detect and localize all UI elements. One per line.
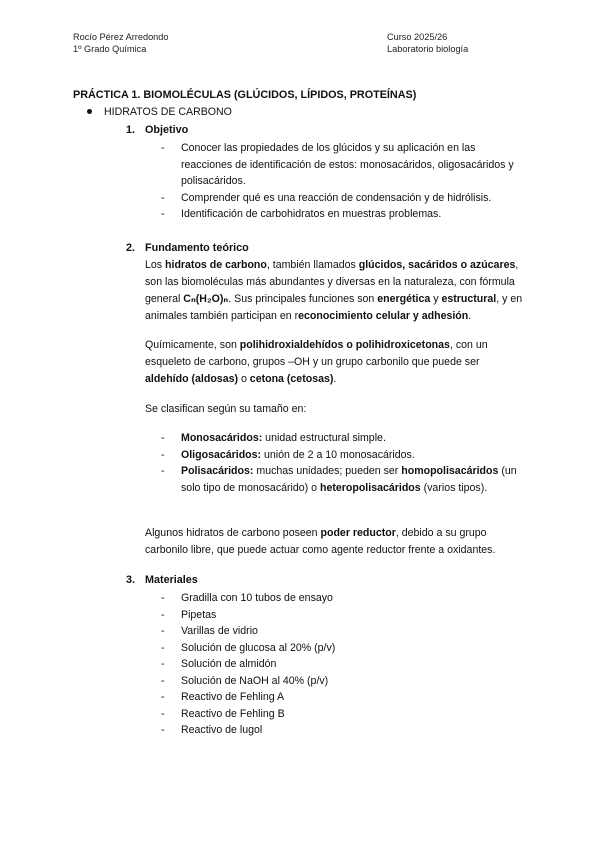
classification-list xyxy=(161,430,541,496)
section-objetivo-heading xyxy=(126,124,188,136)
dash-bullet: - xyxy=(161,674,165,687)
dash-bullet: - xyxy=(161,432,165,444)
list-item xyxy=(161,689,541,706)
list-item-text: Solución de glucosa al 20% (p/v) xyxy=(181,641,336,654)
list-item-text: Polisacáridos: muchas unidades; pueden ser homopolisacáridos (un xyxy=(181,465,517,477)
paragraph-line: son las biomoléculas más abundantes y diversas en la naturaleza, con fórmula xyxy=(145,276,515,288)
dash-bullet: - xyxy=(161,625,165,637)
dash-bullet: - xyxy=(161,658,165,670)
paragraph-line: esqueleto de carbono, grupos –OH y un grupo carbonilo que puede ser xyxy=(145,356,480,368)
list-item xyxy=(161,463,541,496)
list-item xyxy=(161,430,541,447)
list-item-text: Solución de almidón xyxy=(181,658,277,670)
author-name: Rocío Pérez Arredondo xyxy=(73,32,169,42)
dash-bullet: - xyxy=(161,208,165,220)
course-grade: 1º Grado Química xyxy=(73,44,147,54)
list-item xyxy=(161,190,541,207)
section-fundamento-heading xyxy=(126,242,249,254)
lab-name: Laboratorio biología xyxy=(387,44,469,54)
list-item xyxy=(161,640,541,657)
section-title: Materiales xyxy=(145,574,198,586)
paragraph-line: Químicamente, son polihidroxialdehídos o polihidroxicetonas, con un xyxy=(145,339,488,351)
list-item-text: Conocer las propiedades de los glúcidos y su aplicación en las xyxy=(181,142,476,154)
list-item xyxy=(161,140,541,190)
list-item-text: polisacáridos. xyxy=(181,175,246,187)
list-item-text: reacciones de identificación de estos: monosacáridos, oligosacáridos y xyxy=(181,158,514,171)
list-item-text: Reactivo de lugol xyxy=(181,724,263,736)
dash-bullet: - xyxy=(161,724,165,736)
section-title: Objetivo xyxy=(145,124,189,136)
header-right xyxy=(387,31,468,55)
objetivo-list xyxy=(161,140,541,223)
list-item-text: Solución de NaOH al 40% (p/v) xyxy=(181,674,329,687)
list-item xyxy=(161,722,541,739)
list-item xyxy=(161,673,541,690)
fundamento-paragraph-4 xyxy=(145,525,540,559)
list-item xyxy=(161,656,541,673)
course-year: Curso 2025/26 xyxy=(387,32,448,42)
list-item-text: Identificación de carbohidratos en muestras problemas. xyxy=(181,208,442,220)
list-item xyxy=(161,706,541,723)
dash-bullet: - xyxy=(161,448,165,461)
list-item-text: Monosacáridos: unidad estructural simple. xyxy=(181,432,386,444)
paragraph-line: carbonilo libre, que puede actuar como agente reductor frente a oxidantes. xyxy=(145,544,496,556)
header-left xyxy=(73,31,169,55)
section-number: 2. xyxy=(126,242,136,254)
list-item-text: Comprender qué es una reacción de condensación y de hidrólisis. xyxy=(181,191,492,204)
list-item xyxy=(161,206,541,223)
topic-bullet xyxy=(87,106,232,118)
dash-bullet: - xyxy=(161,592,165,604)
list-item-text: Pipetas xyxy=(181,608,217,621)
section-materiales-heading xyxy=(126,574,198,586)
list-item-text: solo tipo de monosacárido) o heteropolisacáridos (varios tipos). xyxy=(181,481,488,494)
paragraph-line: general Cₙ(H₂O)ₙ. Sus principales funciones son energética y estructural, y en xyxy=(145,293,523,305)
section-number: 3. xyxy=(126,574,136,586)
fundamento-paragraph-1 xyxy=(145,257,540,325)
list-item xyxy=(161,447,541,464)
list-item-text: Reactivo de Fehling A xyxy=(181,691,285,703)
dash-bullet: - xyxy=(161,465,165,477)
paragraph-line: Los hidratos de carbono, también llamados glúcidos, sacáridos o azúcares, xyxy=(145,259,519,271)
page-title: PRÁCTICA 1. BIOMOLÉCULAS (GLÚCIDOS, LÍPIDOS, PROTEÍNAS) xyxy=(73,89,417,101)
dash-bullet: - xyxy=(161,641,165,654)
dash-bullet: - xyxy=(161,707,165,720)
list-item-text: Gradilla con 10 tubos de ensayo xyxy=(181,592,333,604)
bullet-dot-icon xyxy=(87,109,92,114)
dash-bullet: - xyxy=(161,608,165,621)
list-item-text: Varillas de vidrio xyxy=(181,625,258,637)
dash-bullet: - xyxy=(161,191,165,204)
fundamento-paragraph-2 xyxy=(145,337,540,388)
topic-heading: HIDRATOS DE CARBONO xyxy=(104,106,232,118)
dash-bullet: - xyxy=(161,142,165,154)
materiales-list xyxy=(161,590,541,739)
list-item-text: Oligosacáridos: unión de 2 a 10 monosacáridos. xyxy=(181,448,415,461)
list-item-text: Reactivo de Fehling B xyxy=(181,707,285,720)
paragraph-line: Algunos hidratos de carbono poseen poder reductor, debido a su grupo xyxy=(145,527,487,539)
list-item xyxy=(161,607,541,624)
list-item xyxy=(161,590,541,607)
list-item xyxy=(161,623,541,640)
fundamento-paragraph-3: Se clasifican según su tamaño en: xyxy=(145,403,307,415)
section-title: Fundamento teórico xyxy=(145,242,249,254)
paragraph-line: animales también participan en reconocimiento celular y adhesión. xyxy=(145,310,472,322)
dash-bullet: - xyxy=(161,691,165,703)
section-number: 1. xyxy=(126,124,136,136)
paragraph-line: aldehído (aldosas) o cetona (cetosas). xyxy=(145,373,337,385)
